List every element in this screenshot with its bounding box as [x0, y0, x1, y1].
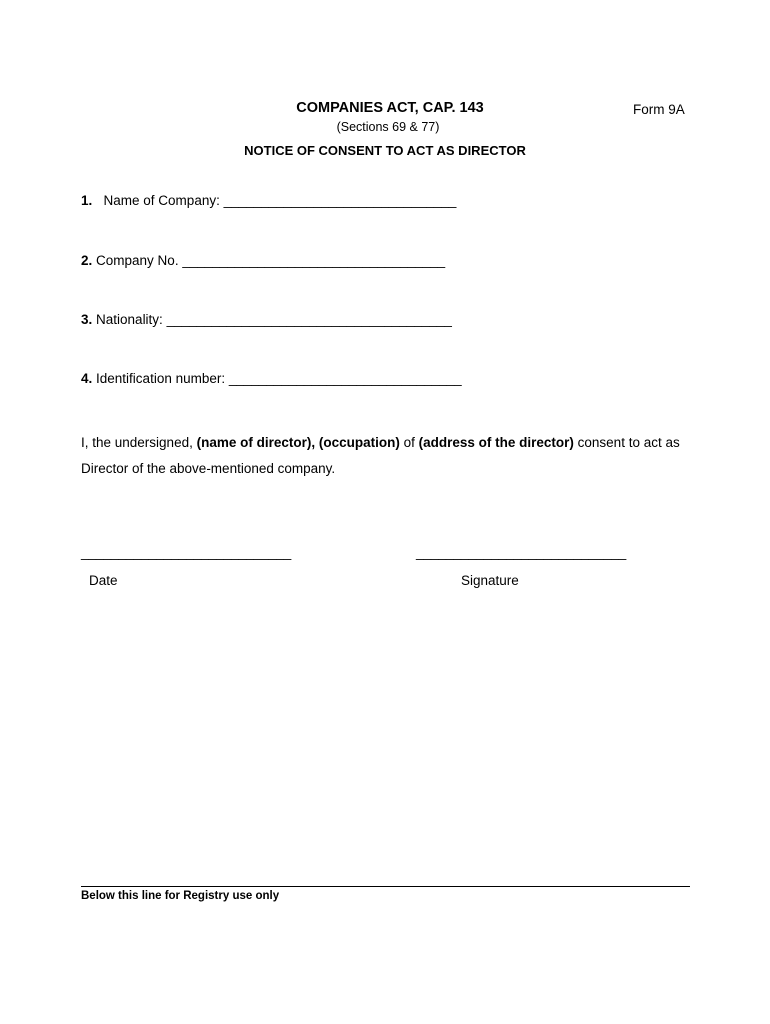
signature-label: Signature — [461, 573, 519, 588]
field-label: Identification number: — [96, 371, 226, 386]
consent-text: consent to act as Director of the above-mentioned company. — [81, 435, 680, 476]
field-number: 1. — [81, 193, 93, 208]
identification-number-blank[interactable]: _______________________________ — [228, 371, 462, 386]
field-number: 4. — [81, 371, 93, 386]
field-company-name — [81, 193, 456, 208]
field-label: Name of Company: — [103, 193, 220, 208]
field-label: Company No. — [96, 253, 179, 268]
company-number-blank[interactable]: ___________________________________ — [182, 253, 446, 268]
consent-text: I, the undersigned, — [81, 435, 197, 450]
field-number: 3. — [81, 312, 93, 327]
field-number: 2. — [81, 253, 93, 268]
consent-statement — [81, 430, 701, 482]
consent-address-placeholder: (address of the director) — [418, 435, 574, 450]
registry-note: Below this line for Registry use only — [81, 890, 280, 902]
document-title: COMPANIES ACT, CAP. 143 — [296, 100, 484, 116]
consent-name-placeholder: (name of director), (occupation) — [196, 435, 400, 450]
field-company-number — [81, 253, 445, 268]
field-label: Nationality: — [96, 312, 163, 327]
date-label: Date — [89, 573, 118, 588]
signature-line[interactable]: ____________________________ — [416, 545, 627, 560]
nationality-blank[interactable]: ______________________________________ — [166, 312, 452, 327]
field-identification-number — [81, 371, 462, 386]
company-name-blank[interactable]: _______________________________ — [223, 193, 457, 208]
registry-divider — [81, 886, 690, 887]
document-subtitle: (Sections 69 & 77) — [336, 120, 440, 134]
form-number: Form 9A — [633, 102, 685, 117]
date-line[interactable]: ____________________________ — [81, 545, 292, 560]
notice-heading: NOTICE OF CONSENT TO ACT AS DIRECTOR — [244, 143, 526, 158]
field-nationality — [81, 312, 452, 327]
consent-text: of — [399, 435, 419, 450]
